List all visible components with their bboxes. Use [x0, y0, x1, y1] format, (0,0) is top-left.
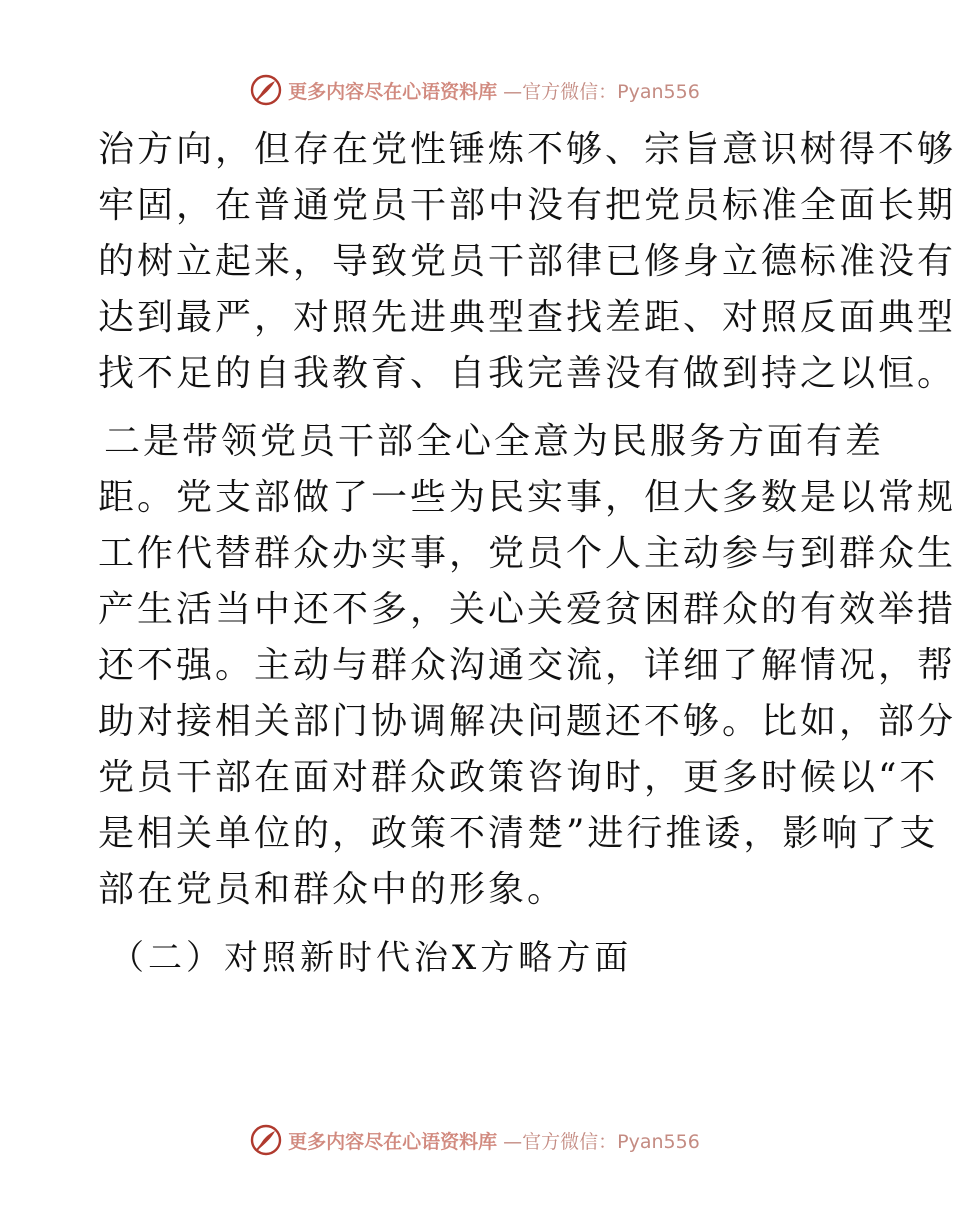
paragraph-1: [98, 122, 956, 402]
document-body: [98, 122, 956, 986]
watermark-wechat: —官方微信：Pyan556: [503, 1130, 700, 1153]
text-line: 治方向，但存在党性锤炼不够、宗旨意识树得不够: [98, 129, 956, 170]
text-line: 党员干部在面对群众政策咨询时，更多时候以“不: [98, 757, 939, 798]
text-line: 还不强。主动与群众沟通交流，详细了解情况，帮: [98, 645, 956, 686]
text-line: 牢固，在普通党员干部中没有把党员标准全面长期: [98, 185, 956, 226]
text-line: 二是带领党员干部全心全意为民服务方面有差: [104, 421, 885, 462]
text-line: 的树立起来，导致党员干部律已修身立德标准没有: [98, 241, 956, 282]
watermark-wechat: —官方微信：Pyan556: [503, 80, 700, 103]
watermark-text: 更多内容尽在心语资料库: [288, 1130, 498, 1153]
watermark-text: 更多内容尽在心语资料库: [288, 80, 498, 103]
quill-logo-icon: [250, 74, 282, 106]
footer-watermark: [0, 1120, 950, 1160]
quill-logo-icon: [250, 1124, 282, 1156]
text-line: 是相关单位的，政策不清楚”进行推诿，影响了支: [98, 813, 939, 854]
header-watermark: [0, 70, 950, 110]
text-line: 助对接相关部门协调解决问题还不够。比如，部分: [98, 701, 956, 742]
paragraph-2: [98, 414, 956, 918]
text-line: 工作代替群众办实事，党员个人主动参与到群众生: [98, 533, 956, 574]
text-line: 达到最严，对照先进典型查找差距、对照反面典型: [98, 297, 956, 338]
text-line: 距。党支部做了一些为民实事，但大多数是以常规: [98, 477, 956, 518]
section-heading: （二）对照新时代治X方略方面: [110, 938, 633, 978]
text-line: 找不足的自我教育、自我完善没有做到持之以恒。: [98, 353, 956, 394]
text-line: 产生活当中还不多，关心关爱贫困群众的有效举措: [98, 589, 956, 630]
text-line: 部在党员和群众中的形象。: [98, 869, 567, 910]
